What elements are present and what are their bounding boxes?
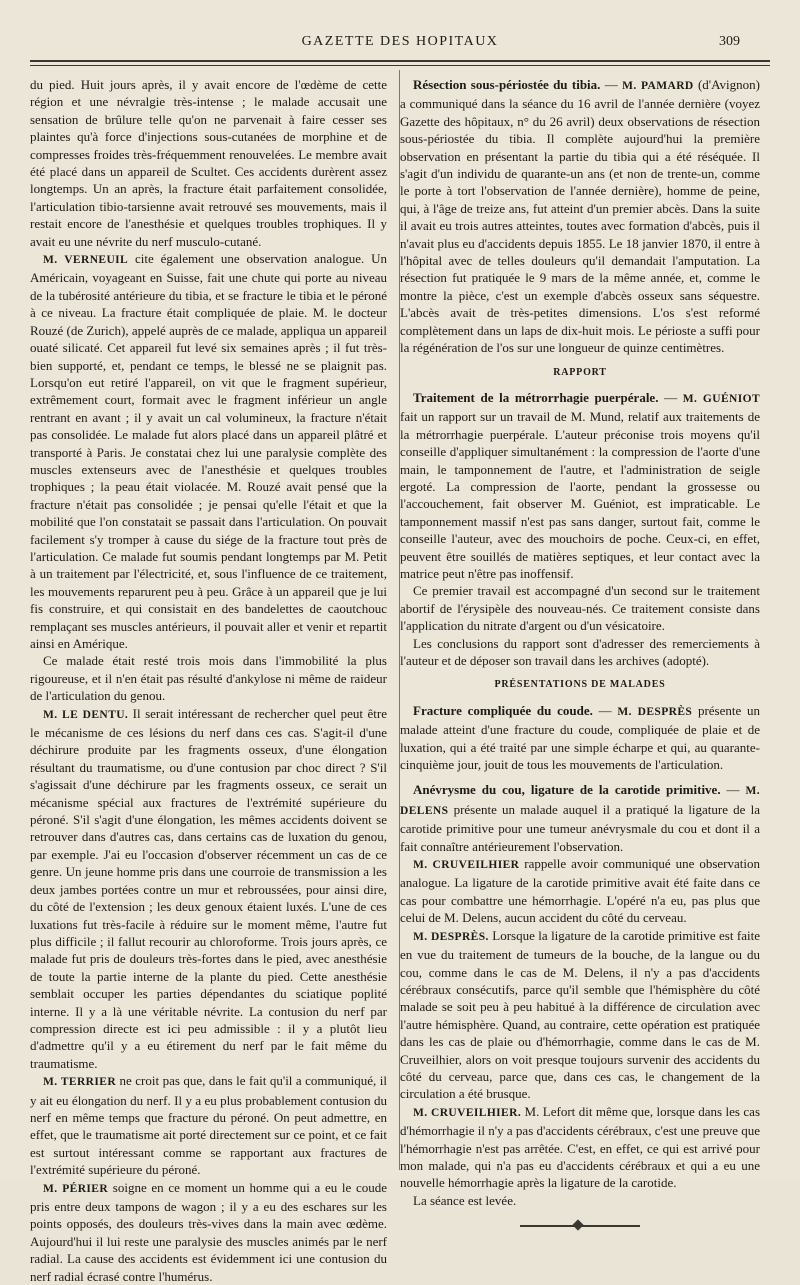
paragraph-text: fait un rapport sur un travail de M. Mund, relatif aux traitements de la métrorrhagie puerpérale. L'auteur préconise trois moyens qu'il conseille d'appliquer simultanément : la compression de l'aorte d'une main, le tamponnement de l'autre, et l'administration de seigle ergoté. La compression de l'aorte, pendant la grossesse ou l'accouchement, fait observer M. Guéniot, est impraticable. Le tamponnement massif n'est pas sans danger, surtout fait, comme le conseille l'auteur, avec des mouchoirs de poche. Ceux-ci, en effet, peuvent être souillés de matières septiques, et leur contact avec la matrice peut n'être pas inoffensif. [400, 409, 760, 581]
paragraph: Traitement de la métrorrhagie puerpérale. — M. GUÉNIOT fait un rapport sur un travail de M. Mund, relatif aux traitements de la métrorrhagie puerpérale. L'auteur préconise trois moyens qu'il conseille d'appliquer simultanément : la compression de l'aorte d'une main, le tamponnement de l'autre, et l'administration de seigle ergoté. La compression de l'aorte, pendant la grossesse ou l'accouchement, fait observer M. Guéniot, est impraticable. Le tamponnement massif n'est pas sans danger, surtout fait, comme le conseille l'auteur, avec des mouchoirs de poche. Ceux-ci, en effet, peuvent être souillés de matières septiques, et leur contact avec la matrice peut n'être pas inoffensif. [400, 389, 761, 581]
paragraph [400, 855, 760, 927]
diamond-icon [572, 1220, 583, 1231]
paragraph [30, 705, 387, 1073]
header-rule [30, 60, 770, 62]
left-column [30, 76, 387, 1284]
speaker-name: M. CRUVEILHIER [413, 859, 520, 872]
paragraph [30, 1179, 387, 1285]
header-rule-thin [30, 65, 770, 66]
speaker-name: M. GUÉNIOT [682, 392, 761, 405]
paragraph-text: cite également une observation analogue. Un Américain, voyageant en Suisse, fait une chute qui porte au niveau de la tubérosité antérieure du tibia, et se fracture le tibia et le péroné à ce niveau. La fracture était compliquée de plaie. M. le docteur Rouzé (de Zurich), appelé auprès de ce malade, appliqua un appareil ouaté silicaté. Cet appareil fut levé six semaines après ; il fut très-bien supporté, et, pendant ce temps, le blessé ne se plaignit pas. Lorsqu'on eut retiré l'appareil, on vit que le fragment supérieur, extrêmement court, formait avec le fragment inférieur un angle rentrant en avant ; il y avait un cal volumineux, la fracture n'était pas consolidée. Le malade fut alors placé dans un appareil plâtré et transporté à Paris. Je constatai chez lui une paralysie complète des muscles extenseurs avec de l'anesthésie et quelques troubles trophiques ; la peau était violacée. M. Rouzé avait pensé que la fracture n'était pas consolidée ; je pensai qu'elle l'était et que la mobilité que l'on constatait se passait dans l'articulation. On pouvait facilement s'y tromper à cause du siége de la fracture tout près de l'articulation. Ce malade fut soumis pendant longtemps par M. Petit à un traitement par l'électricité, et, sous l'influence de ce traitement, les mouvements reparurent peu à peu. Grâce à un appareil que je lui fis construire, et qui consistait en des bandelettes de caoutchouc remplaçant ses muscles antérieurs, il pouvait aller et venir et repartit ainsi en Amérique. [30, 251, 387, 651]
paragraph-text: M. Lefort dit même que, lorsque dans les cas d'hémorrhagie il n'y a pas d'accidents cérébraux, c'est une preuve que l'hémorrhagie n'est pas arrêtée. C'est, en effet, ce qui est arrivé pour mon malade, qui n'a pas eu d'accidents cérébraux et qui a eu une nouvelle hémorrhagie après la ligature de la carotide. [400, 1103, 760, 1191]
speaker-name: M. DESPRÈS. [413, 930, 489, 943]
speaker-name: M. DESPRÈS [617, 705, 693, 718]
paragraph: Anévrysme du cou, ligature de la carotide primitive. — M. DELENS présente un malade auquel il a pratiqué la ligature de la carotide primitive pour une tumeur anévrysmale du cou et dont il a fait connaître antérieurement l'observation. [400, 782, 760, 854]
section-heading-presentations: PRÉSENTATIONS DE MALADES [494, 679, 666, 691]
paragraph-text: Lorsque la ligature de la carotide primitive est faite en vue du traitement de tumeurs de la bouche, de la langue ou du cou, comme dans le cas de M. Delens, il n'y a pas d'accidents cérébraux consécutifs, parce qu'il semble que l'hémisphère du côté malade se soit peu à peu habitué à la différence de circulation avec l'autre hémisphère. Quand, au contraire, cette opération est pratiquée dans les cas de plaie ou d'hémorrhagie, comme dans le cas de M. Cruveilhier, alors on voit presque toujours survenir des accidents du côté du cerveau, parce que, dans ces cas, le changement de la circulation a été brusque. [400, 927, 760, 1102]
paragraph: du pied. Huit jours après, il y avait encore de l'œdème de cette région et une névralgie très-intense ; le malade accusait une sensation de brûlure telle qu'on ne parvenait à faire cesser ses plaintes qu'à force d'injections sous-cutanées de morphine et de compresses froides très-fréquemment renouvelées. Le membre avait été placé dans un appareil de Scultet. Ces accidents durèrent assez longtemps. Un an après, la fracture était parfaitement consolidée, l'articulation tibio-tarsienne avait retrouvé ses mouvements, mais il restait encore de l'anesthésie et quelques troubles trophiques. Il y avait eu une névrite du nerf musculo-cutané. [30, 77, 387, 249]
closing-line: La séance est levée. [413, 1192, 517, 1208]
paragraph: Les conclusions du rapport sont d'adresser des remerciements à l'auteur et de déposer son travail dans les archives (adopté). [400, 635, 760, 668]
page-number: 309 [719, 34, 740, 49]
paragraph-text: ne croit pas que, dans le fait qu'il a communiqué, il y ait eu élongation du nerf. Il y a eu plus probablement contusion du nerf en même temps que fracture du péroné. On peut admettre, en effet, que le traumatisme ait porté directement sur ce point, et ce fait est surtout intéressant comme se rapportant aux fractures de l'extrémité supérieure du péroné. [30, 1073, 387, 1178]
paragraph [30, 250, 387, 652]
section-title: Fracture compliquée du coude. [413, 702, 593, 718]
right-column [400, 76, 761, 1208]
paragraph-text: (d'Avignon) a communiqué dans la séance du 16 avril de l'année dernière (voyez Gazette des hôpitaux, n° du 26 avril) deux observations de résection sous-périostée du tibia. Il complète aujourd'hui la première observation en présentant la partie du tibia qui a été réséquée. Il s'agit d'un individu de quarante-un ans (et non de trente-un, comme le porte à tort l'observation de l'année dernière), homme de peine, qui, à l'âge de treize ans, fut atteint d'un premier abcès. Dans la suite il avait eu trois autres atteintes, toutes avec formation d'abcès, puis il n'avait plus eu d'accidents depuis 1855. Le 18 janvier 1870, il entre à l'hôpital avec de telles douleurs qu'il demandait l'amputation. La résection fut pratiquée le 9 mars de la même année, et, comme le montre la pièce, c'est un exemple d'abcès osseux sans séquestre. L'abcès avait de très-petites dimensions. L'os s'est reformé complètement dans un laps de dix-huit mois. Le périoste a suffi pour la régénération de l'os sur une longueur de quinze centimètres. [400, 77, 760, 356]
paragraph-text: présente un malade auquel il a pratiqué la ligature de la carotide primitive pour une tumeur anévrysmale du cou et dont il a fait connaître antérieurement l'observation. [400, 801, 760, 854]
paragraph-text: soigne en ce moment un homme qui a eu le coude pris entre deux tampons de wagon ; il y a eu des eschares sur les points opposés, des douleurs très-vives dans la main avec œdème. Aujourd'hui il lui reste une paralysie des muscles animés par le nerf radial. La cause des accidents est évidemment ici une contusion du nerf radial écrasé contre l'humérus. [30, 1179, 387, 1284]
spacer [400, 773, 760, 781]
paragraph: Ce premier travail est accompagné d'un second sur le traitement abortif de l'érysipèle des nouveau-nés. Ce traitement consiste dans l'application du nitrate d'argent ou d'un vésicatoire. [400, 583, 760, 634]
paragraph [400, 927, 760, 1103]
paragraph [30, 1072, 387, 1178]
speaker-name: M. TERRIER [43, 1076, 117, 1089]
section-heading-rapport: RAPPORT [553, 366, 607, 378]
paragraph-text: présente un malade atteint d'une fracture du coude, compliquée de plaie et de luxation, qui a été traité par une simple écharpe et qui, au quarante-cinquième jour, jouit de tous les mouvements de l'articulation. [400, 702, 761, 773]
journal-title: GAZETTE DES HOPITAUX [301, 34, 499, 49]
speaker-name: M. DELENS [400, 785, 760, 817]
speaker-name: M. VERNEUIL [43, 254, 129, 267]
section-title: Anévrysme du cou, ligature de la carotide primitive. [413, 782, 721, 798]
paragraph-text: Il serait intéressant de rechercher quel peut être le mécanisme de ces lésions du nerf dans ces cas. S'agit-il d'une déchirure produite par les fragments osseux, d'une élongation résultant du traumatisme, ou d'une contusion par choc direct ? S'il s'agissait d'une déchirure par les fragments osseux, ce serait un mécanisme spécial aux fractures de l'extrémité supérieure du péroné. S'il s'agit d'une élongation, les mêmes accidents doivent se retrouver dans d'autres cas, dans certains cas de luxation du genou, par exemple. J'ai eu l'occasion d'observer récemment un cas de ce genre. Un jeune homme pris dans une courroie de transmission a les deux jambes portées contre un mur et rebroussées, pour ainsi dire, du côté de l'extension ; les deux genoux étaient luxés. L'une de ces luxations fut très-facile à réduire sur le moment même, l'autre fut plus difficile ; il fallut recourir au chloroforme. Trois jours après, ce malade fut pris de douleurs très-fortes dans le pied, avec anesthésie de toute la partie interne de la plante du pied. Cette anesthésie semblait occuper les parties dépendantes du sciatique poplité interne. Il y a là une véritable névrite. La contusion du nerf par compression directe est ici peu admissible : il y a plutôt lieu d'admettre qu'il y a eu étirement du nerf par le fait même du traumatisme. [30, 705, 387, 1071]
section-title: Traitement de la métrorrhagie puerpérale. [413, 389, 659, 405]
speaker-name: M. CRUVEILHIER. [413, 1106, 522, 1119]
speaker-name: M. PAMARD [622, 80, 694, 92]
paragraph: Fracture compliquée du coude. — M. DESPRÈS présente un malade atteint d'une fracture du coude, compliquée de plaie et de luxation, qui a été traité par une simple écharpe et qui, au quarante-cinquième jour, jouit de tous les mouvements de l'articulation. [400, 702, 761, 773]
paragraph: Résection sous-périostée du tibia. — M. PAMARD (d'Avignon) a communiqué dans la séance du 16 avril de l'année dernière (voyez Gazette des hôpitaux, n° du 26 avril) deux observations de résection sous-périostée du tibia. Il complète aujourd'hui la première observation en présentant la partie du tibia qui a été réséquée. Il s'agit d'un individu de quarante-un ans (et non de trente-un, comme le porte à tort l'observation de l'année dernière), homme de peine, qui, à l'âge de treize ans, fut atteint d'un premier abcès. Dans la suite il avait eu trois autres atteintes, toutes avec formation d'abcès, puis il n'avait plus eu d'accidents depuis 1855. Le 18 janvier 1870, il entre à l'hôpital avec de telles douleurs qu'il demandait l'amputation. La résection fut pratiquée le 9 mars de la même année, et, comme le montre la pièce, c'est un exemple d'abcès osseux sans séquestre. L'abcès avait de très-petites dimensions. L'os s'est reformé complètement dans un laps de dix-huit mois. Le périoste a suffi pour la régénération de l'os sur une longueur de quinze centimètres. [400, 77, 760, 356]
section-title: Résection sous-périostée du tibia. [413, 77, 601, 92]
speaker-name: M. LE DENTU. [43, 708, 129, 721]
paragraph [400, 1103, 760, 1192]
end-ornament [520, 1223, 640, 1229]
speaker-name: M. PÉRIER [43, 1182, 109, 1195]
paragraph: Ce malade était resté trois mois dans l'immobilité la plus rigoureuse, et il n'en était pas résulté d'ankylose ni même de raideur de l'articulation du genou. [30, 653, 387, 704]
page-header [30, 34, 770, 56]
paragraph-text: rappelle avoir communiqué une observation analogue. La ligature de la carotide primitive avait été faite dans ce cas pour combattre une hémorrhagie. L'opéré n'a eu, pas plus que celui de M. Delens, aucun accident du côté du cerveau. [400, 856, 760, 926]
